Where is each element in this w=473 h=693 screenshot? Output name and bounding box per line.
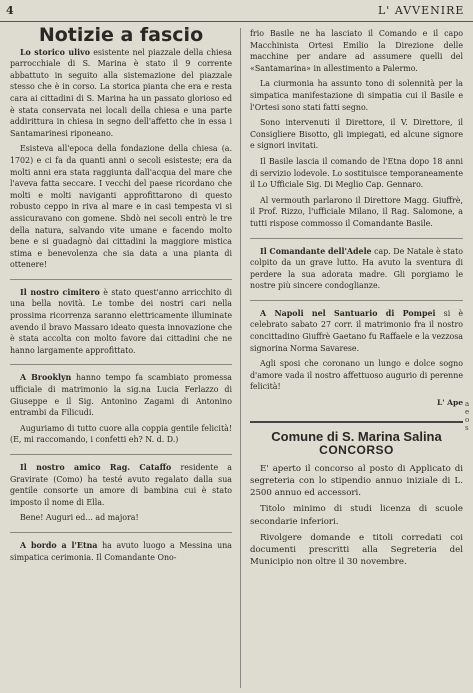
article-text: è stato quest'anno arricchito di una bella novità. Le tombe dei nostri cari nella prossima ricorrenza saranno elettricamente illuminate avendo il bravo Massaro ideato questa innovazione che è stata accolta con molto favore dai cittadini che ne hanno largamente approfittato.: [10, 287, 232, 355]
article-lead: Il Comandante dell'Adele: [260, 246, 372, 256]
article-lead: A Brooklyn: [20, 373, 72, 383]
divider: [250, 238, 463, 239]
article-lead: Lo storico ulivo: [20, 47, 90, 57]
left-column: [10, 24, 232, 567]
signature: L' Ape: [436, 398, 463, 408]
article-pompei: [250, 308, 463, 354]
article-ulivo: [10, 47, 232, 140]
concorso-notice: [250, 421, 463, 569]
article-text: si è celebrato sabato 27 corr. il matrimonio fra il nostro concittadino Giuffrè Gaetano fu Raffaele e la vezzosa signorina Norma Savarese.: [250, 308, 463, 353]
notice-paragraph: Rivolgere domande e titoli corredati coi documenti prescritti alla Segreteria del Municipio non oltre il 30 novembre.: [250, 532, 463, 568]
article-lead: Il nostro amico Rag. Cataffo: [20, 463, 172, 472]
divider: [10, 532, 232, 533]
notice-paragraph: E' aperto il concorso al posto di Applicato di segreteria con lo stipendio annuo iniziale di L. 2500 annuo ed accessori.: [250, 463, 463, 499]
adjacent-page-edge: a e o s: [465, 400, 470, 432]
paragraph: frio Basile ne ha lasciato il Comando e il capo Macchinista Ortesi Emilio la Direzione delle macchine per andare ad assumere quelli del «Santamarina» in allestimento a Palermo.: [250, 29, 463, 73]
article-text: hanno tempo fa scambiato promessa ufficiale di matrimonio la sig.na Lucia Ferlazzo di Giuseppe e il Sig. Antonino Zagami di Antonino entrambi da Filicudi.: [10, 373, 232, 418]
article-text: esistente nel piazzale della chiesa parrocchiale di S. Marina è stato il 9 corrente abbattuto in seguito alla sistemazione del piazzale stesso che è in corso. La storica pianta che era e resta cara ai cittadini di S. Marina ha un passato glorioso ed è stata conservata nei locali della chiesa e una parte addirittura in chiesa in segno dell'affetto che in essa i Santamarinesi riponeano.: [10, 47, 232, 138]
paragraph: Sono intervenuti il Direttore, il V. Direttore, il Consigliere Bisotto, gli impiegati, ed alcune signore e signori invitati.: [250, 118, 463, 151]
article-text: ha avuto luogo a Messina una simpatica cerimonia. Il Comandante Ono-: [10, 540, 232, 562]
notice-paragraph: Titolo minimo di studi licenza di scuole secondarie inferiori.: [250, 504, 463, 527]
header-rule: [0, 21, 473, 22]
notice-subtitle: CONCORSO: [319, 443, 394, 458]
article-brooklyn: [10, 372, 232, 418]
article-lead: A bordo a l'Etna: [20, 540, 98, 550]
divider: [10, 364, 232, 365]
paragraph: Al vermouth parlarono il Direttore Magg. Giuffrè, il Prof. Rizzo, l'ufficiale Milano, il Rag. Salomone, a tutti rispose commosso il Comandante Basile.: [250, 195, 463, 228]
paragraph: Esisteva all'epoca della fondazione della chiesa (a. 1702) e ci fa da quanti anni o secoli esisteste; era da molti anni era stata raggiunta dall'acqua del mare che l'aveva fatta seccare. I vecchi del paese ricordano che molti e molti naviganti approfittarono di questo robusto ceppo in riva al mare e in casi tempesta vi si assicuravano con gomene. Sbdò nei secoli entrò le tre della natura, salvando vite umane e facendo molto bene e si guadagnò dai cittadini la maggiore mistica stima e benevolenza che sia data a una pianta di ottenere!: [10, 144, 232, 270]
section-title: Notizie a fascio: [38, 24, 204, 46]
article-lead: Il nostro cimitero: [20, 287, 100, 297]
article-etna: [10, 540, 232, 563]
column-divider: [240, 28, 241, 688]
article-adele: [250, 246, 463, 292]
right-column: [250, 28, 463, 572]
divider: [10, 454, 232, 455]
paragraph: Auguriamo di tutto cuore alla coppia gentile felicità! (E, mi raccomando, i confetti eh? N. d. D.): [10, 423, 232, 445]
article-lead: A Napoli nel Santuario di Pompei: [260, 308, 436, 318]
article-cataffo: [10, 462, 232, 508]
paragraph: La ciurmonia ha assunto tono di solennità per la simpatica manifestazione di simpatia cui il Basile e l'Ortesi sono stati fatti segno.: [250, 79, 463, 112]
divider: [10, 279, 232, 280]
article-text: residente a Gravirate (Como) ha testé avuto regalato dalla sua gentile consorte un amore di bambina cui è stato imposto il nome di Ella.: [10, 463, 232, 507]
masthead: L' AVVENIRE: [378, 4, 465, 17]
paragraph: Il Basile lascia il comando de l'Etna dopo 18 anni di servizio lodevole. Lo sostituisce temporaneamente il Lo Ufficiale Sig. Di Meglio Cap. Gennaro.: [250, 156, 463, 190]
page-number: 4: [6, 4, 14, 17]
article-cimitero: [10, 287, 232, 357]
paragraph: Agli sposi che coronano un lungo e dolce sogno d'amore vada il nostro affettuoso augurio di perenne felicità!: [250, 359, 463, 392]
divider: [250, 300, 463, 301]
paragraph: Bene! Auguri ed... ad majora!: [20, 513, 139, 523]
notice-title: Comune di S. Marina Salina: [271, 428, 442, 444]
article-text: cap. De Natale è stato colpito da un grave lutto. Ha avuto la sventura di perdere la sua adorata madre. Gli porgiamo le nostre più sincere condoglianze.: [250, 246, 464, 291]
